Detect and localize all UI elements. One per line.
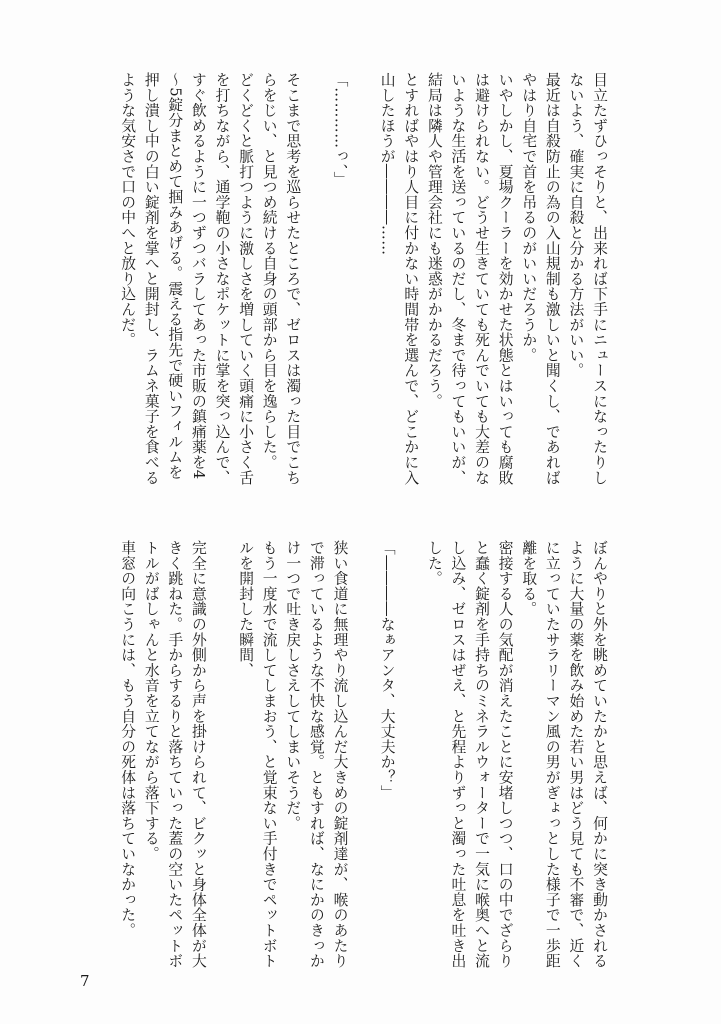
- paragraph: ぼんやりと外を眺めていたかと思えば、何かに突き動かされるように大量の薬を飲み始めた若い男はどう見ても不審で、近くに立っていたサラリーマン風の男がぎょっとした様子で一歩距離を取る。: [520, 540, 608, 969]
- paragraph: 最近は自殺防止の為の入山規制も激しいと聞くし、であればやはり自宅で首を吊るのがいいだろうか。: [520, 72, 561, 486]
- blank-line: [304, 72, 328, 492]
- paragraph: いやしかし、夏場クーラーを効かせた状態とはいっても腐敗は避けられない。どうせ生きていても死んでいても大差のないような生活を送っているのだし、冬まで待ってもいいが、結局は隣人や管理会社にも迷惑がかかるだろう。: [425, 72, 514, 486]
- dialogue-line: 「…………っ、」: [331, 72, 349, 187]
- paragraph: そこまで思考を巡らせたところで、ゼロスは濁った目でこちらをじい、と見つめ続ける自身の頭部から目を逸らした。: [260, 72, 302, 486]
- blank-line: [399, 540, 423, 980]
- blank-line: [351, 540, 375, 980]
- blank-line: [210, 540, 234, 980]
- upper-text-block: [91, 72, 611, 492]
- paragraph: 目立たずひっそりと、出来れば下手にニュースになったりしないよう、確実に自殺と分かる方法がいい。: [567, 72, 608, 486]
- lower-text-block: [91, 540, 611, 980]
- paragraph: 完全に意識の外側から声を掛けられて、ビクッと身体全体が大きく跳ねた。手からするりと落ちていった蓋の空いたペットボトルがばしゃんと水音を立てながら落下する。: [142, 540, 207, 969]
- paragraph: とすればやはり人目に付かない時間帯を選んで、どこかに入山したほうが――――……: [378, 72, 420, 486]
- dialogue-line: 「――――なぁアンタ、大丈夫か？」: [378, 540, 396, 801]
- paragraph: どくどくと脈打つように激しさを増していく頭痛に小さく舌を打ちながら、通学鞄の小さなポケットに掌を突っ込んで、すぐ飲めるように一つずつバラしてあった市販の鎮痛薬を4～5錠分まとめて掴みあげる。震える指先で硬いフィルムを押し潰し中の白い錠剤を掌へと開封し、ラムネ菓子を食べるような気安さで口の中へと放り込んだ。: [119, 72, 255, 486]
- page-number: 7: [80, 972, 90, 990]
- paragraph: 密接する人の気配が消えたことに安堵しつつ、口の中でざらりと蠢く錠剤を手持ちのミネラルウォーターで一気に喉奥へと流し込み、ゼロスはぜえ、と先程よりずっと濁った吐息を吐き出した。: [425, 540, 514, 969]
- paragraph: もう一度水で流してしまおう、と覚束ない手付きでペットボトルを開封した瞬間、: [237, 540, 278, 969]
- paragraph: 狭い食道に無理やり流し込んだ大きめの錠剤達が、喉のあたりで滞っているような不快な感覚。ともすれば、なにかのきっかけ一つで吐き戻しさえしてしまいそうだ。: [284, 540, 349, 969]
- blank-line: [351, 72, 375, 492]
- paragraph: 車窓の向こうには、もう自分の死体は落ちていなかった。: [119, 540, 137, 938]
